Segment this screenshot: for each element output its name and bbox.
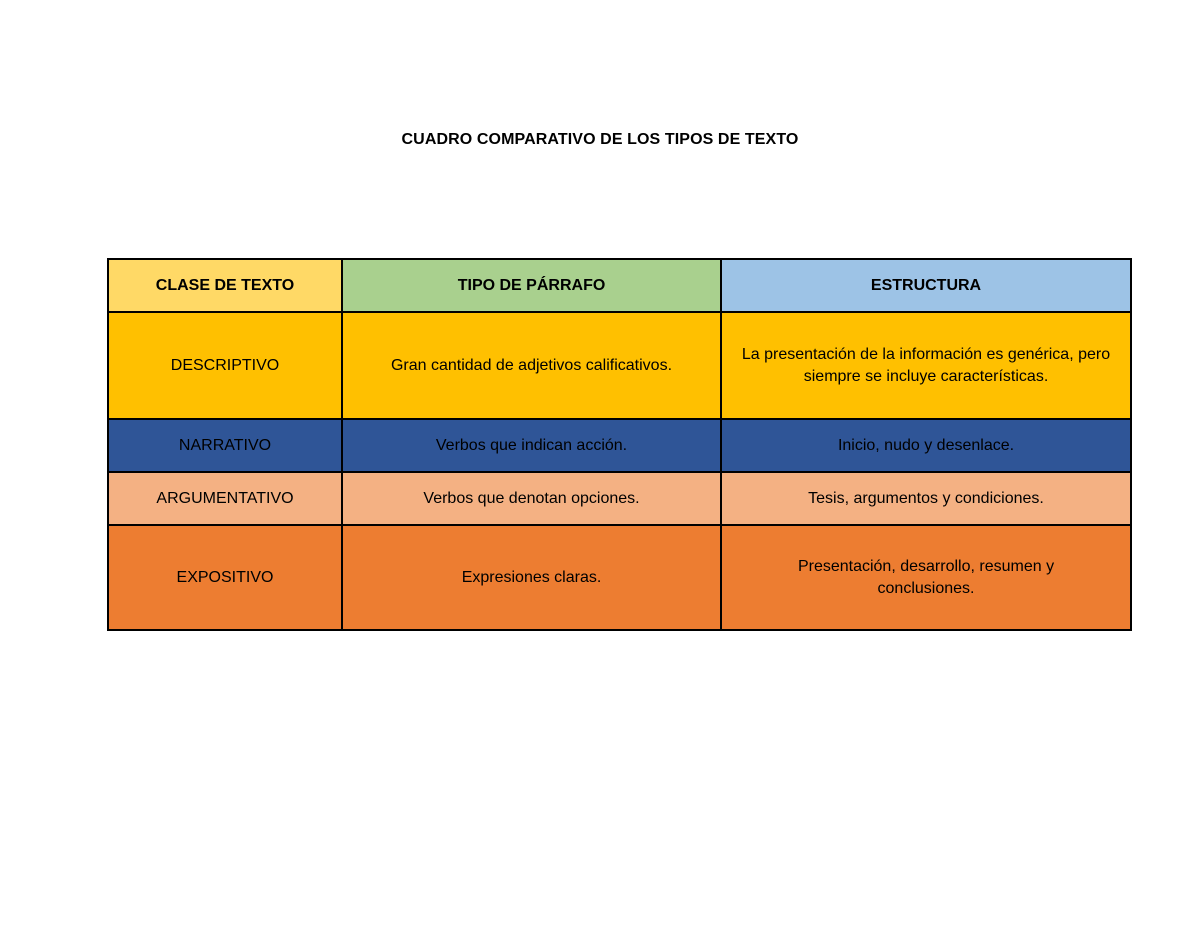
table-row <box>108 525 1131 630</box>
table-row <box>108 472 1131 525</box>
tipo-cell: Expresiones claras. <box>342 525 721 630</box>
clase-cell: NARRATIVO <box>108 419 342 472</box>
tipo-cell: Verbos que denotan opciones. <box>342 472 721 525</box>
estructura-cell: Inicio, nudo y desenlace. <box>721 419 1131 472</box>
estructura-cell: La presentación de la información es genérica, pero siempre se incluye características. <box>721 312 1131 419</box>
tipo-cell: Gran cantidad de adjetivos calificativos. <box>342 312 721 419</box>
table-row <box>108 419 1131 472</box>
header-estructura: ESTRUCTURA <box>721 259 1131 312</box>
comparison-table <box>107 258 1132 631</box>
header-clase-de-texto: CLASE DE TEXTO <box>108 259 342 312</box>
clase-cell: ARGUMENTATIVO <box>108 472 342 525</box>
clase-cell: EXPOSITIVO <box>108 525 342 630</box>
clase-cell: DESCRIPTIVO <box>108 312 342 419</box>
header-tipo-de-parrafo: TIPO DE PÁRRAFO <box>342 259 721 312</box>
table-header-row <box>108 259 1131 312</box>
estructura-cell: Presentación, desarrollo, resumen y conclusiones. <box>721 525 1131 630</box>
tipo-cell: Verbos que indican acción. <box>342 419 721 472</box>
estructura-cell: Tesis, argumentos y condiciones. <box>721 472 1131 525</box>
page-title: CUADRO COMPARATIVO DE LOS TIPOS DE TEXTO <box>401 131 799 148</box>
table-row <box>108 312 1131 419</box>
